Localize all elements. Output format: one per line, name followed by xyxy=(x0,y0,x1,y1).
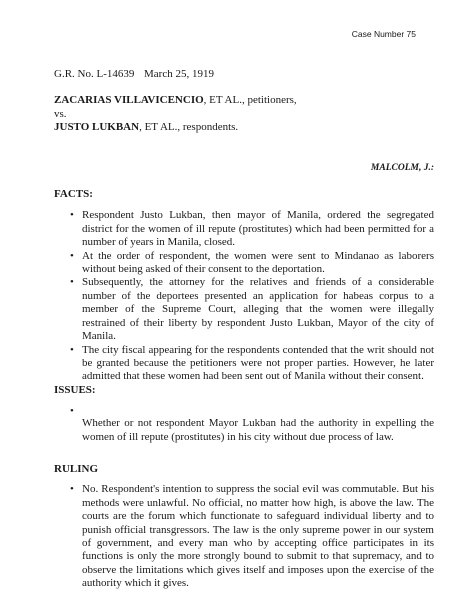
facts-heading: FACTS: xyxy=(54,188,93,201)
petitioner-name: ZACARIAS VILLAVICENCIO xyxy=(54,94,204,107)
fact-text: At the order of respondent, the women were sent to Mindanao as laborers without being asked of their consent to the deportation. xyxy=(82,249,434,276)
case-number: Case Number 75 xyxy=(351,29,416,39)
bullet-icon: • xyxy=(70,249,74,262)
decision-date: March 25, 1919 xyxy=(144,68,214,80)
bullet-icon: • xyxy=(70,276,74,289)
gr-number: G.R. No. L-14639 xyxy=(54,68,135,80)
list-item xyxy=(70,483,434,590)
petitioner-suffix: , ET AL., petitioners, xyxy=(203,94,297,107)
case-caption-line xyxy=(54,68,434,81)
ruling-text: No. Respondent's intention to suppress the social evil was commutable. But his methods were unlawful. No official, no matter how high, is above the law. The courts are the forum which functionate to safeguard individual liberty and to punish official transgressors. The law is the only supreme power in our system of government, and every man who by accepting office participates in its functions is only the more strongly bound to submit to that supremacy, and to observe the limitations which gives itself and imposes upon the exercise of the authority which it gives. xyxy=(82,483,434,590)
bullet-icon: • xyxy=(70,209,74,222)
versus: vs. xyxy=(54,107,67,120)
bullet-icon: • xyxy=(70,483,74,496)
list-item xyxy=(70,276,434,343)
list-item xyxy=(70,250,434,277)
fact-text: Respondent Justo Lukban, then mayor of Manila, ordered the segregated district for the women of ill repute (prostitutes) which had been permitted for a number of years in Manila, closed. xyxy=(82,209,434,249)
ponente: MALCOLM, J.: xyxy=(370,162,434,173)
respondent-name: JUSTO LUKBAN xyxy=(54,121,140,134)
bullet-icon: • xyxy=(70,405,74,418)
fact-text: The city fiscal appearing for the respondents contended that the writ should not be granted because the petitioners were not proper parties. However, he later admitted that these women had been sent out of Manila without their consent. xyxy=(82,343,434,383)
bullet-icon: • xyxy=(70,343,74,356)
list-item xyxy=(70,405,434,417)
list-item xyxy=(70,344,434,384)
facts-list xyxy=(54,209,434,383)
issue-text: Whether or not respondent Mayor Lukban had the authority in expelling the women of ill repute (prostitutes) in his city without due process of law. xyxy=(82,417,434,443)
issues-list xyxy=(54,405,434,417)
list-item xyxy=(70,209,434,249)
petitioners-line xyxy=(54,94,434,107)
document-body xyxy=(54,68,434,591)
fact-text: Subsequently, the attorney for the relatives and friends of a considerable number of the deportees presented an application for habeas corpus to a member of the Supreme Court, alleging that the women were illegally restrained of their liberty by respondent Justo Lukban, Mayor of the city of Manila. xyxy=(82,276,434,343)
respondent-suffix: , ET AL., respondents. xyxy=(139,121,239,134)
respondents-line xyxy=(54,121,434,134)
ruling-list xyxy=(54,483,434,590)
ruling-heading: RULING xyxy=(54,462,99,475)
issues-heading: ISSUES: xyxy=(54,383,96,396)
